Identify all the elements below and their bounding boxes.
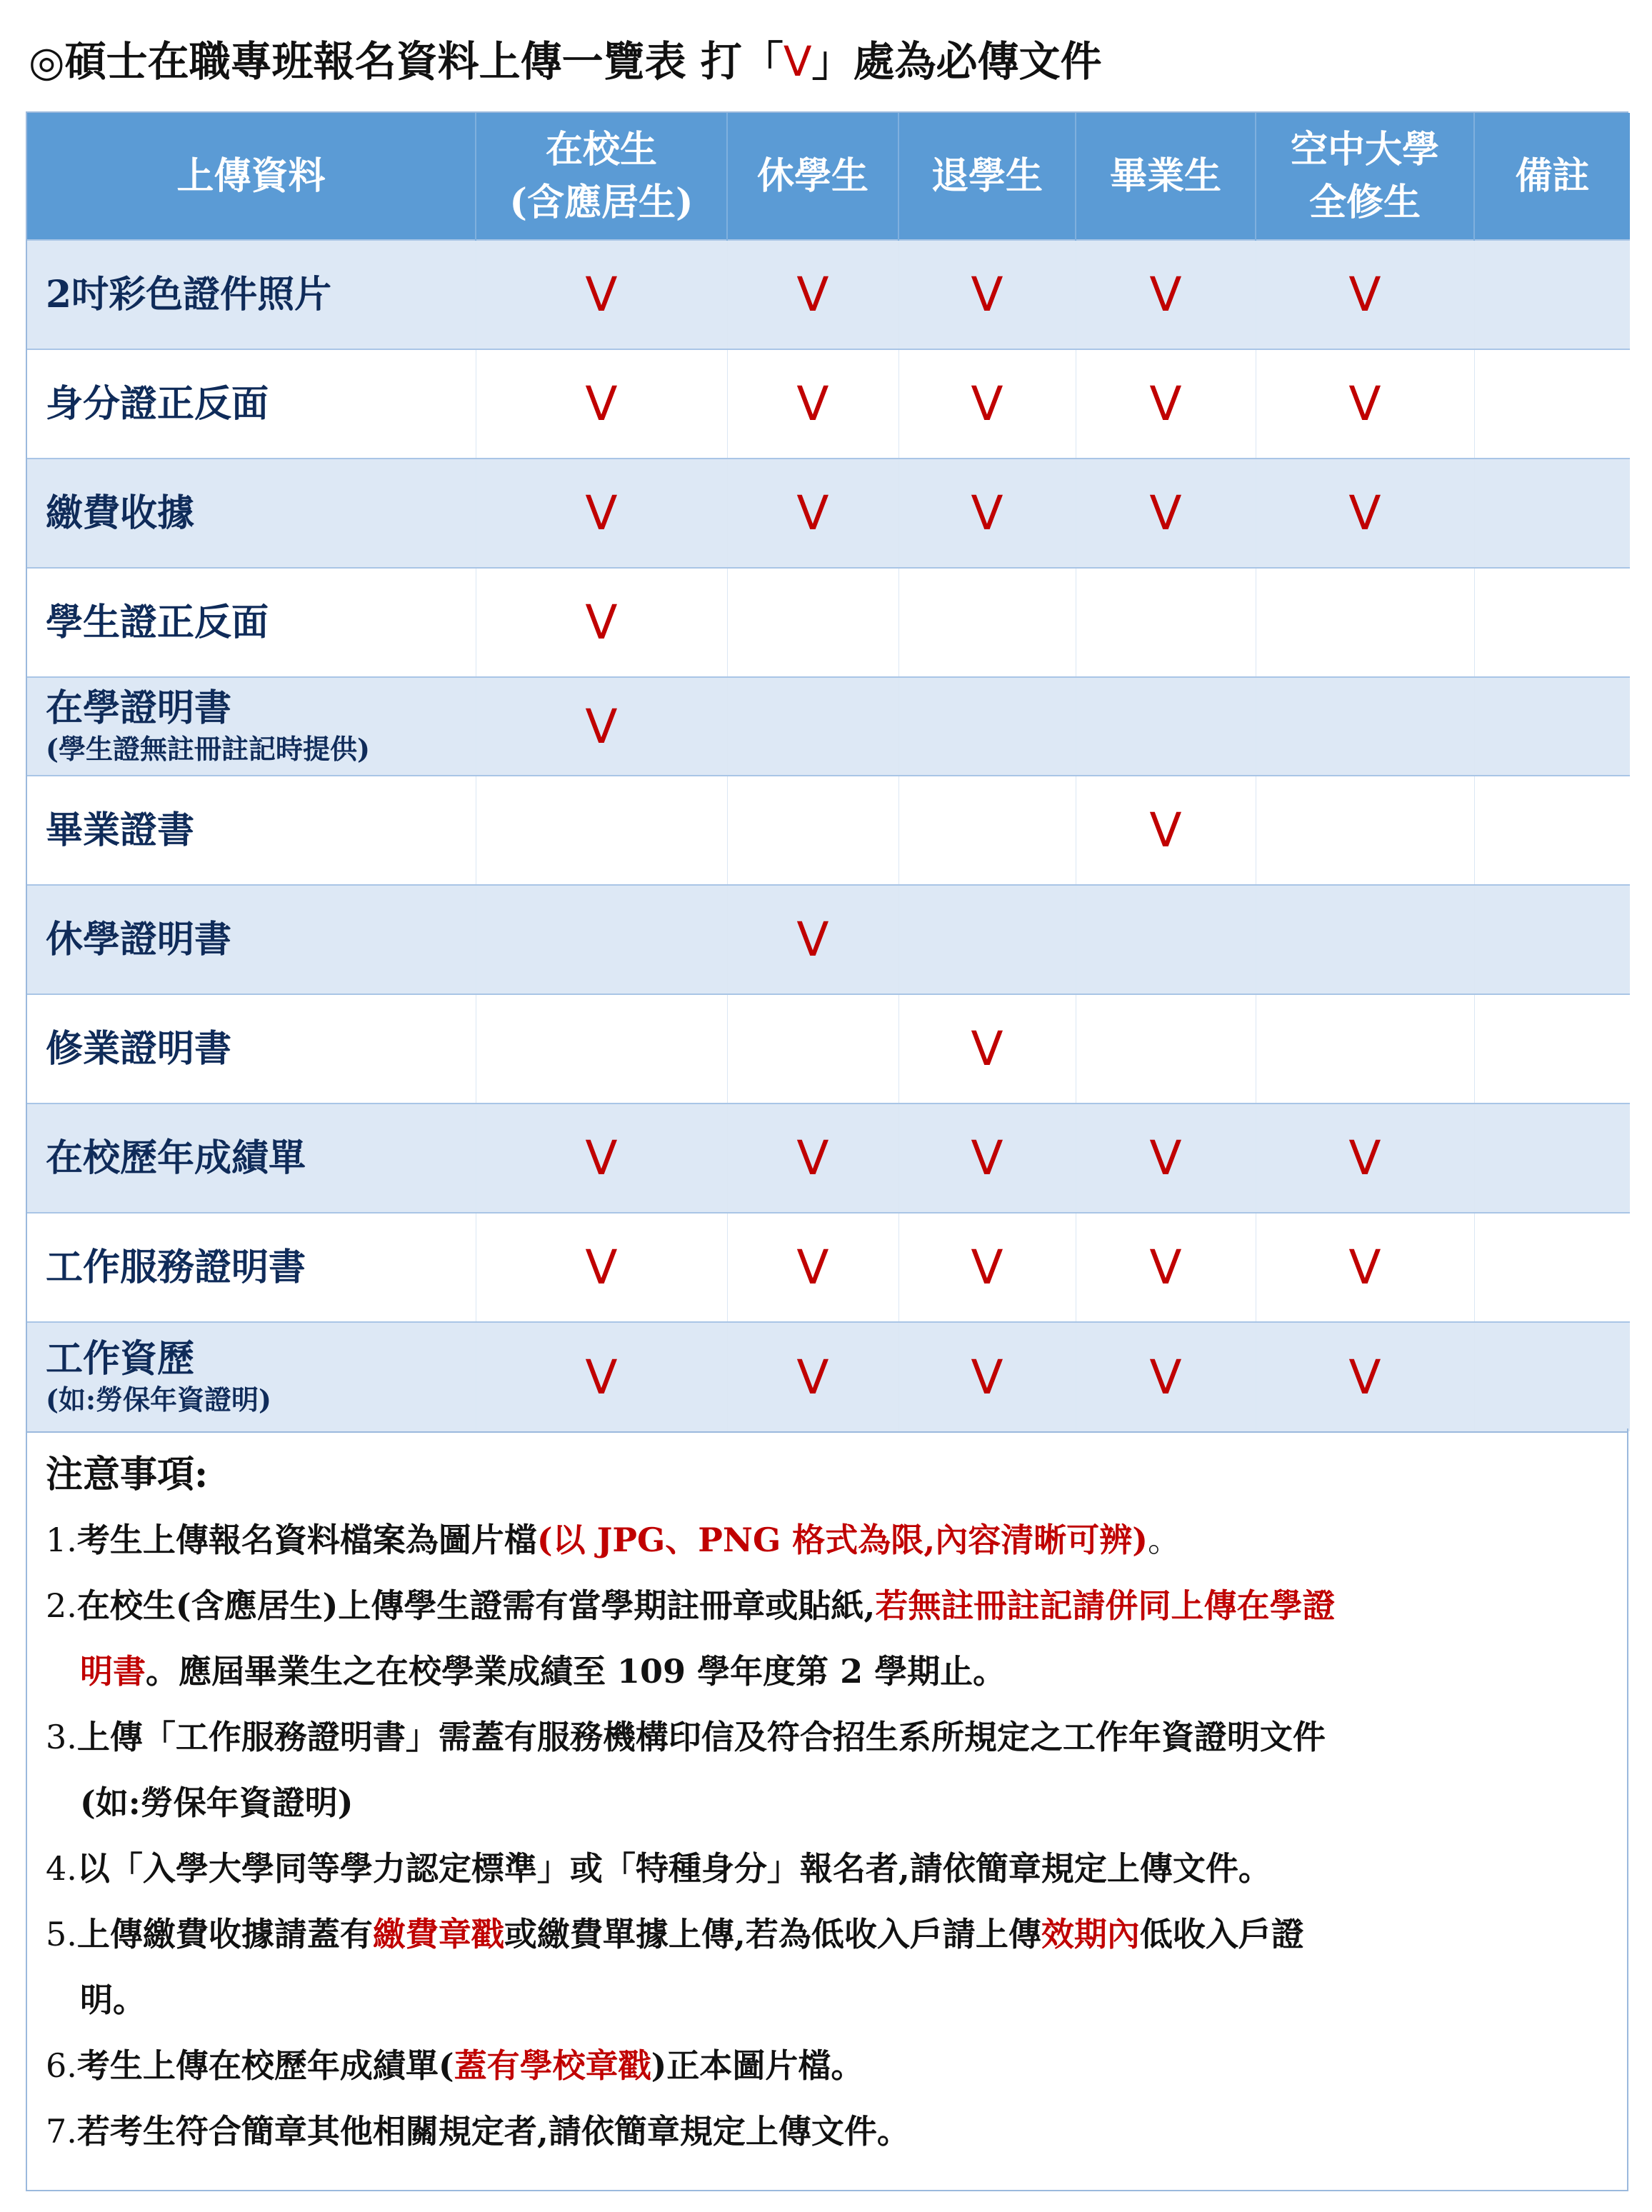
row-label — [27, 459, 476, 568]
cell-remarks — [1474, 1322, 1630, 1431]
row-label-subtext: (如:勞保年資證明) — [46, 1383, 271, 1416]
cell-remarks — [1474, 776, 1630, 885]
table-row — [27, 349, 1630, 459]
cell-remarks — [1474, 1213, 1630, 1322]
table-row — [27, 568, 1630, 677]
notes-title: 注意事項: — [46, 1453, 209, 1496]
note-5-continued: 明。 — [80, 1981, 146, 2019]
row-label-text: 學生證正反面 — [46, 600, 269, 644]
cell-current-student — [476, 776, 727, 885]
header-graduate: 畢業生 — [1076, 113, 1256, 240]
cell-withdrawn-student: V — [898, 994, 1076, 1104]
cell-suspended-student: V — [727, 1322, 898, 1431]
cell-open-university: V — [1256, 1104, 1474, 1213]
cell-graduate: V — [1076, 240, 1256, 349]
cell-suspended-student: V — [727, 459, 898, 568]
cell-current-student: V — [476, 1213, 727, 1322]
header-withdrawn-student: 退學生 — [898, 113, 1076, 240]
cell-graduate: V — [1076, 776, 1256, 885]
cell-remarks — [1474, 459, 1630, 568]
cell-current-student: V — [476, 568, 727, 677]
cell-open-university: V — [1256, 1213, 1474, 1322]
note-6: 6.考生上傳在校歷年成績單(蓋有學校章戳)正本圖片檔。 — [46, 2046, 864, 2085]
cell-withdrawn-student — [898, 776, 1076, 885]
row-label — [27, 1213, 476, 1322]
header-open-university: 空中大學 全修生 — [1256, 113, 1474, 240]
table-row — [27, 677, 1630, 776]
row-label-text: 修業證明書 — [46, 1026, 232, 1071]
cell-current-student: V — [476, 240, 727, 349]
note-4: 4.以「入學大學同等學力認定標準」或「特種身分」報名者,請依簡章規定上傳文件。 — [46, 1849, 1271, 1888]
cell-withdrawn-student: V — [898, 1104, 1076, 1213]
note-3-continued: (如:勞保年資證明) — [80, 1783, 354, 1822]
row-label-text: 畢業證書 — [46, 808, 195, 852]
cell-suspended-student: V — [727, 349, 898, 459]
cell-graduate — [1076, 885, 1256, 994]
cell-graduate — [1076, 994, 1256, 1104]
cell-graduate: V — [1076, 349, 1256, 459]
cell-remarks — [1474, 994, 1630, 1104]
cell-current-student: V — [476, 349, 727, 459]
header-suspended-student: 休學生 — [727, 113, 898, 240]
cell-open-university: V — [1256, 1322, 1474, 1431]
cell-withdrawn-student — [898, 677, 1076, 776]
cell-graduate: V — [1076, 1213, 1256, 1322]
row-label — [27, 776, 476, 885]
cell-current-student: V — [476, 1322, 727, 1431]
cell-remarks — [1474, 568, 1630, 677]
cell-open-university — [1256, 677, 1474, 776]
table-row — [27, 1213, 1630, 1322]
cell-current-student — [476, 994, 727, 1104]
cell-remarks — [1474, 1104, 1630, 1213]
cell-withdrawn-student: V — [898, 1322, 1076, 1431]
row-label — [27, 240, 476, 349]
cell-open-university: V — [1256, 459, 1474, 568]
cell-suspended-student — [727, 776, 898, 885]
page-title — [29, 27, 1102, 96]
row-label-subtext: (學生證無註冊註記時提供) — [46, 733, 370, 765]
cell-open-university — [1256, 776, 1474, 885]
cell-withdrawn-student — [898, 568, 1076, 677]
cell-graduate — [1076, 568, 1256, 677]
cell-remarks — [1474, 349, 1630, 459]
title-prefix: ◎碩士在職專班報名資料上傳一覽表 打「 — [29, 37, 784, 86]
row-label — [27, 994, 476, 1104]
cell-withdrawn-student — [898, 885, 1076, 994]
cell-suspended-student: V — [727, 240, 898, 349]
cell-open-university: V — [1256, 240, 1474, 349]
note-7: 7.若考生符合簡章其他相關規定者,請依簡章規定上傳文件。 — [46, 2112, 910, 2151]
cell-suspended-student — [727, 677, 898, 776]
note-5: 5.上傳繳費收據請蓋有繳費章戳或繳費單據上傳,若為低收入戶請上傳效期內低收入戶證 — [46, 1915, 1304, 1953]
cell-withdrawn-student: V — [898, 349, 1076, 459]
row-label-text: 在校歷年成績單 — [46, 1136, 306, 1180]
title-v-mark: V — [783, 37, 812, 86]
row-label — [27, 349, 476, 459]
cell-open-university: V — [1256, 349, 1474, 459]
note-2-continued: 明書。應屆畢業生之在校學業成績至 109 學年度第 2 學期止。 — [80, 1652, 1006, 1691]
note-1: 1.考生上傳報名資料檔案為圖片檔(以 JPG、PNG 格式為限,內容清晰可辨)。 — [46, 1521, 1181, 1559]
cell-open-university — [1256, 568, 1474, 677]
table-row — [27, 1322, 1630, 1431]
note-3: 3.上傳「工作服務證明書」需蓋有服務機構印信及符合招生系所規定之工作年資證明文件 — [46, 1718, 1326, 1756]
cell-current-student — [476, 885, 727, 994]
header-remarks: 備註 — [1474, 113, 1630, 240]
cell-suspended-student: V — [727, 1213, 898, 1322]
cell-withdrawn-student: V — [898, 240, 1076, 349]
row-label-text: 身分證正反面 — [46, 381, 269, 426]
cell-open-university — [1256, 885, 1474, 994]
table-row — [27, 1104, 1630, 1213]
cell-remarks — [1474, 240, 1630, 349]
cell-remarks — [1474, 885, 1630, 994]
cell-graduate: V — [1076, 1104, 1256, 1213]
cell-suspended-student — [727, 568, 898, 677]
row-label — [27, 885, 476, 994]
cell-graduate — [1076, 677, 1256, 776]
row-label-text: 在學證明書 — [46, 686, 232, 730]
cell-suspended-student: V — [727, 1104, 898, 1213]
cell-withdrawn-student: V — [898, 1213, 1076, 1322]
row-label-text: 繳費收據 — [46, 491, 195, 535]
row-label — [27, 1322, 476, 1431]
cell-suspended-student — [727, 994, 898, 1104]
table-row — [27, 459, 1630, 568]
cell-remarks — [1474, 677, 1630, 776]
header-upload-item: 上傳資料 — [27, 113, 476, 240]
cell-current-student: V — [476, 459, 727, 568]
table-row — [27, 994, 1630, 1104]
table-header-row — [27, 113, 1630, 240]
row-label — [27, 1104, 476, 1213]
cell-current-student: V — [476, 677, 727, 776]
cell-suspended-student: V — [727, 885, 898, 994]
table-row — [27, 885, 1630, 994]
cell-graduate: V — [1076, 459, 1256, 568]
notes-section — [26, 1428, 1628, 2191]
row-label-text: 休學證明書 — [46, 917, 232, 961]
note-2: 2.在校生(含應居生)上傳學生證需有當學期註冊章或貼紙,若無註冊註記請併同上傳在學證 — [46, 1586, 1336, 1625]
cell-graduate: V — [1076, 1322, 1256, 1431]
upload-table-container — [26, 111, 1628, 1433]
row-label — [27, 568, 476, 677]
row-label — [27, 677, 476, 776]
table-row — [27, 776, 1630, 885]
header-current-student: 在校生 (含應居生) — [476, 113, 727, 240]
cell-withdrawn-student: V — [898, 459, 1076, 568]
upload-requirements-table — [27, 113, 1630, 1431]
cell-open-university — [1256, 994, 1474, 1104]
title-suffix: 」處為必傳文件 — [811, 37, 1102, 86]
table-row — [27, 240, 1630, 349]
cell-current-student: V — [476, 1104, 727, 1213]
row-label-text: 工作服務證明書 — [46, 1245, 306, 1289]
row-label-text: 2吋彩色證件照片 — [46, 272, 332, 316]
row-label-text: 工作資歷 — [46, 1337, 195, 1381]
